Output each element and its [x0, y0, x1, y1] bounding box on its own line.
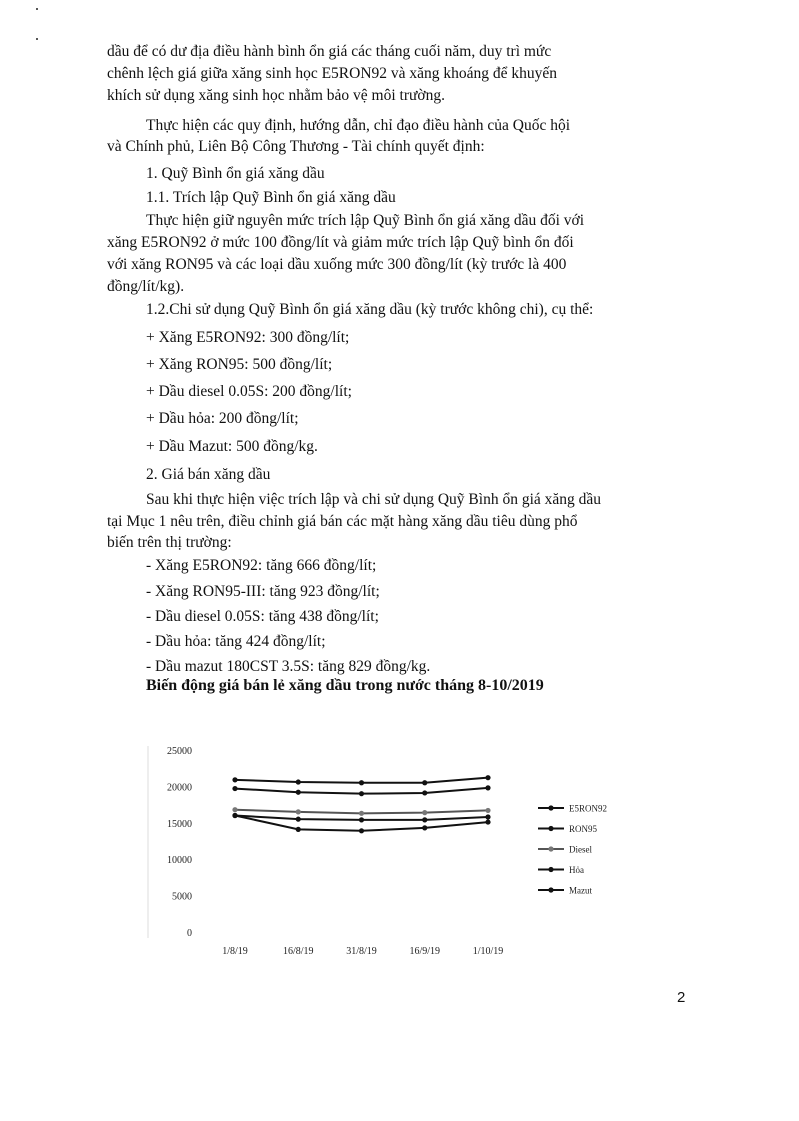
data-point [485, 808, 490, 813]
data-point [296, 809, 301, 814]
data-point [296, 817, 301, 822]
data-point [422, 790, 427, 795]
data-point [359, 817, 364, 822]
text-line: Thực hiện các quy định, hướng dẫn, chỉ đạo điều hành của Quốc hội [146, 117, 571, 134]
x-tick-label: 1/10/19 [472, 946, 504, 957]
list-item: + Dầu diesel 0.05S: 200 đồng/lít; [146, 383, 352, 400]
text-line: và Chính phủ, Liên Bộ Công Thương - Tài chính quyết định: [107, 138, 485, 155]
text-line: biến trên thị trường: [107, 534, 232, 551]
data-point [359, 780, 364, 785]
y-tick-label: 5000 [172, 891, 192, 903]
x-tick-label: 16/8/19 [282, 946, 314, 957]
data-point [232, 813, 237, 818]
x-tick-label: 16/9/19 [409, 946, 441, 957]
y-tick-label: 15000 [167, 818, 192, 830]
page-number: 2 [677, 989, 686, 1006]
data-point [485, 819, 490, 824]
list-item: - Dầu hỏa: tăng 424 đồng/lít; [146, 633, 326, 650]
y-tick-label: 0 [187, 928, 192, 939]
text-line: tại Mục 1 nêu trên, điều chỉnh giá bán các mặt hàng xăng dầu tiêu dùng phổ [107, 513, 578, 530]
list-item: - Dầu mazut 180CST 3.5S: tăng 829 đồng/kg. [146, 658, 431, 675]
y-tick-label: 10000 [167, 855, 192, 867]
list-item: + Dầu hỏa: 200 đồng/lít; [146, 410, 299, 427]
legend-marker [548, 846, 553, 851]
data-point [296, 779, 301, 784]
text-line: đồng/lít/kg). [107, 278, 185, 295]
x-tick-label: 31/8/19 [346, 946, 377, 957]
data-point [296, 827, 301, 832]
data-point [232, 786, 237, 791]
text-line: xăng E5RON92 ở mức 100 đồng/lít và giảm mức trích lập Quỹ bình ổn đối [107, 234, 574, 251]
price-line-chart [140, 730, 660, 970]
text-line: khích sử dụng xăng sinh học nhằm bảo vệ môi trường. [107, 87, 445, 104]
data-point [296, 790, 301, 795]
legend-marker [548, 826, 553, 831]
y-tick-label: 20000 [167, 782, 192, 794]
data-point [485, 785, 490, 790]
section-heading-1-2: 1.2.Chi sử dụng Quỹ Bình ổn giá xăng dầu (kỳ trước không chi), cụ thể: [146, 301, 594, 318]
legend-label: E5RON92 [569, 803, 607, 814]
scan-mark [36, 8, 38, 10]
text-line: Sau khi thực hiện việc trích lập và chi sử dụng Quỹ Bình ổn giá xăng dầu [146, 491, 602, 508]
list-item: - Xăng E5RON92: tăng 666 đồng/lít; [146, 557, 377, 574]
legend-label: Diesel [569, 844, 592, 855]
section-heading-1: 1. Quỹ Bình ổn giá xăng dầu [146, 165, 325, 182]
data-point [232, 777, 237, 782]
scan-mark [36, 38, 38, 40]
legend-marker [548, 867, 553, 872]
text-line: Thực hiện giữ nguyên mức trích lập Quỹ Bình ổn giá xăng dầu đối với [146, 212, 585, 229]
list-item: + Dầu Mazut: 500 đồng/kg. [146, 438, 318, 455]
data-point [359, 791, 364, 796]
legend-label: Hỏa [569, 865, 584, 875]
chart-title: Biến động giá bán lẻ xăng dầu trong nước tháng 8-10/2019 [146, 677, 544, 694]
list-item: - Xăng RON95-III: tăng 923 đồng/lít; [146, 583, 380, 600]
text-line: dầu để có dư địa điều hành bình ổn giá các tháng cuối năm, duy trì mức [107, 43, 552, 60]
list-item: + Xăng RON95: 500 đồng/lít; [146, 356, 333, 373]
data-point [359, 828, 364, 833]
x-tick-label: 1/8/19 [222, 946, 248, 957]
text-line: chênh lệch giá giữa xăng sinh học E5RON92 và xăng khoáng để khuyến [107, 65, 558, 82]
legend-marker [548, 805, 553, 810]
data-point [359, 811, 364, 816]
data-point [422, 810, 427, 815]
data-point [422, 817, 427, 822]
section-heading-1-1: 1.1. Trích lập Quỹ Bình ổn giá xăng dầu [146, 189, 396, 206]
data-point [422, 825, 427, 830]
legend-marker [548, 887, 553, 892]
text-line: với xăng RON95 và các loại dầu xuống mức 300 đồng/lít (kỳ trước là 400 [107, 256, 567, 273]
legend-label: RON95 [569, 824, 598, 834]
list-item: + Xăng E5RON92: 300 đồng/lít; [146, 329, 350, 346]
legend-label: Mazut [569, 885, 592, 896]
y-tick-label: 25000 [167, 746, 192, 757]
list-item: - Dầu diesel 0.05S: tăng 438 đồng/lít; [146, 608, 379, 625]
data-point [422, 780, 427, 785]
data-point [485, 775, 490, 780]
data-point [485, 814, 490, 819]
section-heading-2: 2. Giá bán xăng dầu [146, 466, 271, 483]
data-point [232, 807, 237, 812]
